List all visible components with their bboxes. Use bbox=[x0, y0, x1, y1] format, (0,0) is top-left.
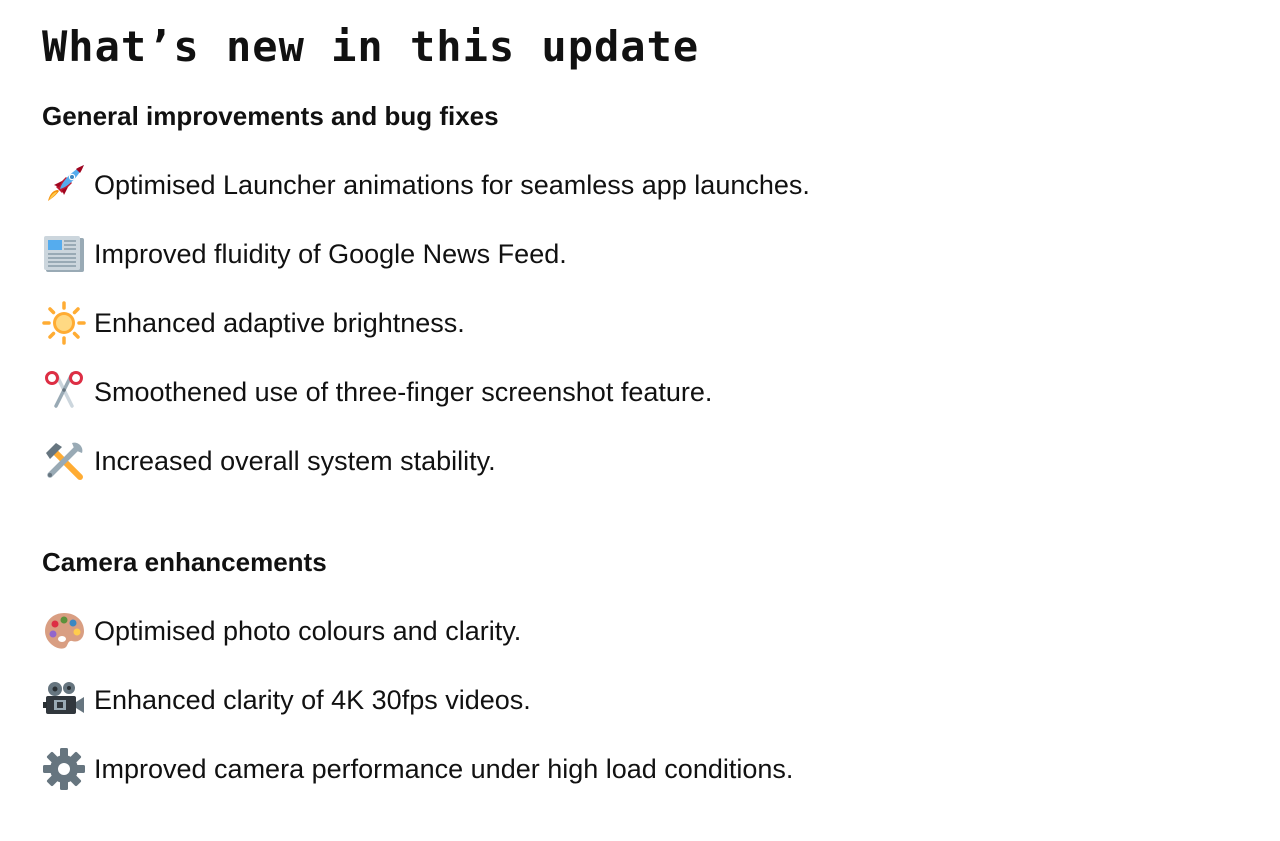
movie-camera-icon bbox=[42, 678, 86, 722]
item-text: Smoothened use of three-finger screenshot feature. bbox=[94, 377, 713, 407]
item-text: Increased overall system stability. bbox=[94, 446, 496, 476]
item-text: Optimised photo colours and clarity. bbox=[94, 616, 522, 646]
list-item bbox=[42, 606, 793, 656]
section-heading-general: General improvements and bug fixes bbox=[42, 101, 499, 131]
sun-icon bbox=[42, 301, 86, 345]
item-text: Enhanced clarity of 4K 30fps videos. bbox=[94, 685, 531, 715]
page-title: What’s new in this update bbox=[42, 22, 700, 71]
section-heading-camera: Camera enhancements bbox=[42, 547, 327, 577]
gear-icon bbox=[42, 747, 86, 791]
item-text: Improved fluidity of Google News Feed. bbox=[94, 239, 567, 269]
list-item bbox=[42, 436, 810, 486]
list-item bbox=[42, 160, 810, 210]
item-text: Optimised Launcher animations for seamless app launches. bbox=[94, 170, 810, 200]
camera-enhancements-list bbox=[42, 606, 793, 813]
general-improvements-list bbox=[42, 160, 810, 505]
list-item bbox=[42, 367, 810, 417]
list-item bbox=[42, 744, 793, 794]
scissors-icon bbox=[42, 370, 86, 414]
rocket-icon bbox=[42, 163, 86, 207]
hammer-wrench-icon bbox=[42, 439, 86, 483]
list-item bbox=[42, 298, 810, 348]
list-item bbox=[42, 229, 810, 279]
item-text: Improved camera performance under high load conditions. bbox=[94, 754, 794, 784]
item-text: Enhanced adaptive brightness. bbox=[94, 308, 465, 338]
list-item bbox=[42, 675, 793, 725]
palette-icon bbox=[42, 609, 86, 653]
newspaper-icon bbox=[42, 232, 86, 276]
